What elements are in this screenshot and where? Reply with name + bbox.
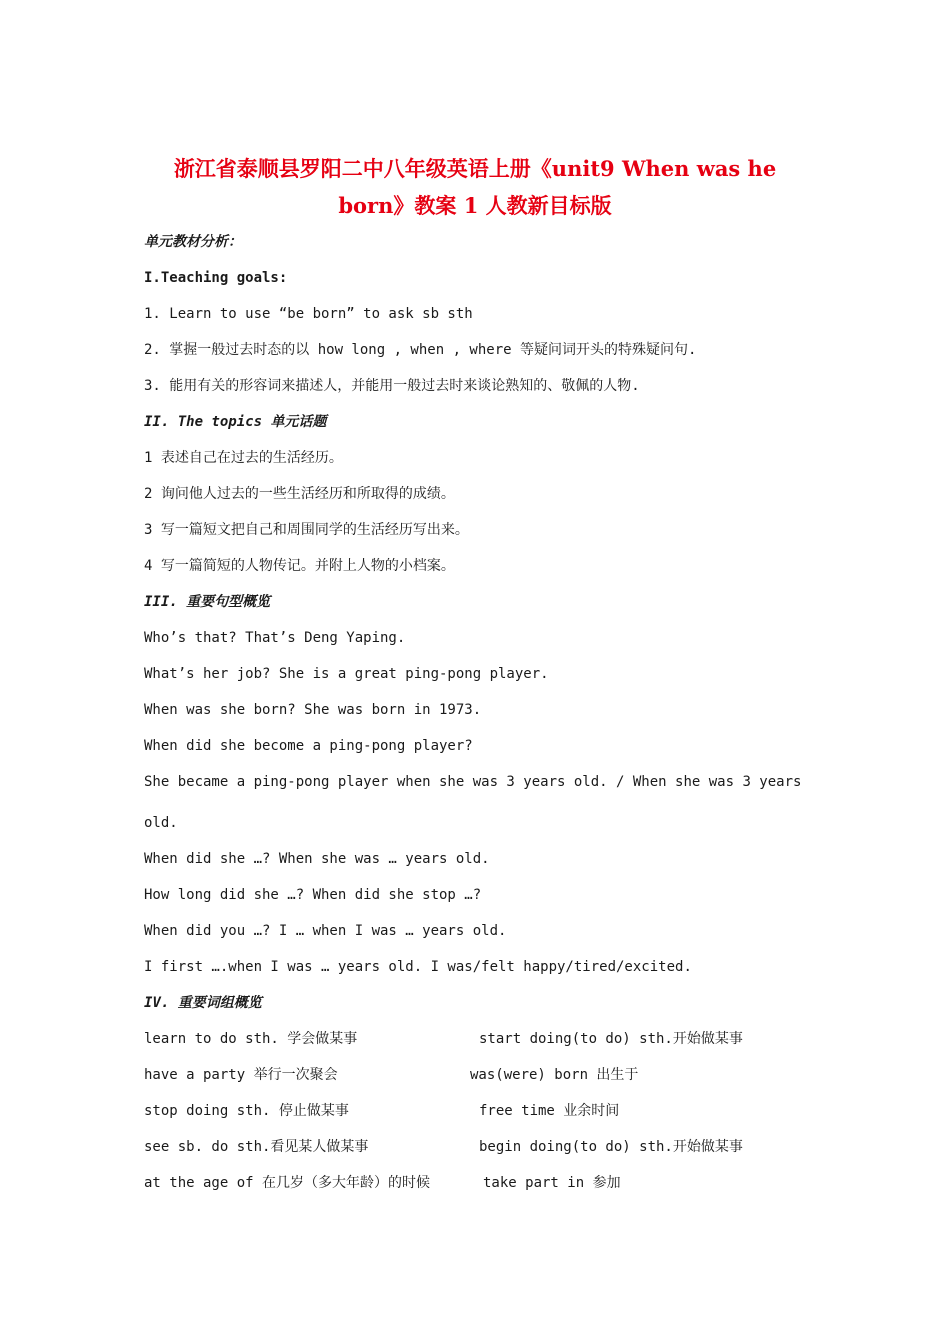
topic-item: 1 表述自己在过去的生活经历。 <box>144 450 343 466</box>
phrase-left: at the age of 在几岁（多大年龄）的时候 <box>144 1175 431 1191</box>
sentence-item: Who’s that? That’s Deng Yaping. <box>144 630 406 646</box>
sentence-item: When did she …? When she was … years old. <box>144 851 490 867</box>
goal-item: 2. 掌握一般过去时态的以 how long , when , where 等疑问词开头的特殊疑问句. <box>144 342 697 358</box>
phrase-right: was(were) born 出生于 <box>470 1067 639 1083</box>
phrases-heading: IV. 重要词组概览 <box>144 995 262 1011</box>
sentence-item: I first ….when I was … years old. I was/felt happy/tired/excited. <box>144 959 692 975</box>
sentences-heading: III. 重要句型概览 <box>144 594 271 610</box>
topic-item: 3 写一篇短文把自己和周围同学的生活经历写出来。 <box>144 522 469 538</box>
sentence-item: When did she become a ping-pong player? <box>144 738 473 754</box>
phrase-right: start doing(to do) sth.开始做某事 <box>479 1031 743 1047</box>
phrase-left: learn to do sth. 学会做某事 <box>144 1031 358 1047</box>
goal-item: 3. 能用有关的形容词来描述人，并能用一般过去时来谈论熟知的、敬佩的人物. <box>144 378 640 394</box>
phrase-right: free time 业余时间 <box>479 1103 620 1119</box>
section-analysis-heading: 单元教材分析： <box>144 234 242 250</box>
phrase-left: have a party 举行一次聚会 <box>144 1067 338 1083</box>
goal-item: 1. Learn to use “be born” to ask sb sth <box>144 306 473 322</box>
phrase-row <box>144 1169 814 1205</box>
sentence-item: She became a ping-pong player when she was 3 years old. / When she was 3 years <box>144 774 802 790</box>
phrase-left: see sb. do sth.看见某人做某事 <box>144 1139 369 1155</box>
phrase-right: take part in 参加 <box>483 1175 621 1191</box>
sentence-item: What’s her job? She is a great ping-pong player. <box>144 666 549 682</box>
topic-item: 2 询问他人过去的一些生活经历和所取得的成绩。 <box>144 486 455 502</box>
sentence-item-continued: old. <box>144 815 178 831</box>
phrase-left: stop doing sth. 停止做某事 <box>144 1103 349 1119</box>
phrase-row <box>144 1097 814 1133</box>
title-line-2: born》教案 1 人教新目标版 <box>338 193 612 218</box>
phrase-row <box>144 1061 814 1097</box>
topic-item: 4 写一篇简短的人物传记。并附上人物的小档案。 <box>144 558 455 574</box>
sentence-item: When did you …? I … when I was … years old. <box>144 923 507 939</box>
phrase-row <box>144 1133 814 1169</box>
goals-heading: I.Teaching goals: <box>144 270 288 286</box>
document-body <box>144 228 814 1205</box>
phrase-right: begin doing(to do) sth.开始做某事 <box>479 1139 743 1155</box>
document-title <box>100 150 850 224</box>
phrase-row <box>144 1025 814 1061</box>
topics-heading: II. The topics 单元话题 <box>144 414 327 430</box>
sentence-item: When was she born? She was born in 1973. <box>144 702 482 718</box>
sentence-item: How long did she …? When did she stop …? <box>144 887 482 903</box>
title-line-1: 浙江省泰顺县罗阳二中八年级英语上册《unit9 When was he <box>173 156 777 181</box>
